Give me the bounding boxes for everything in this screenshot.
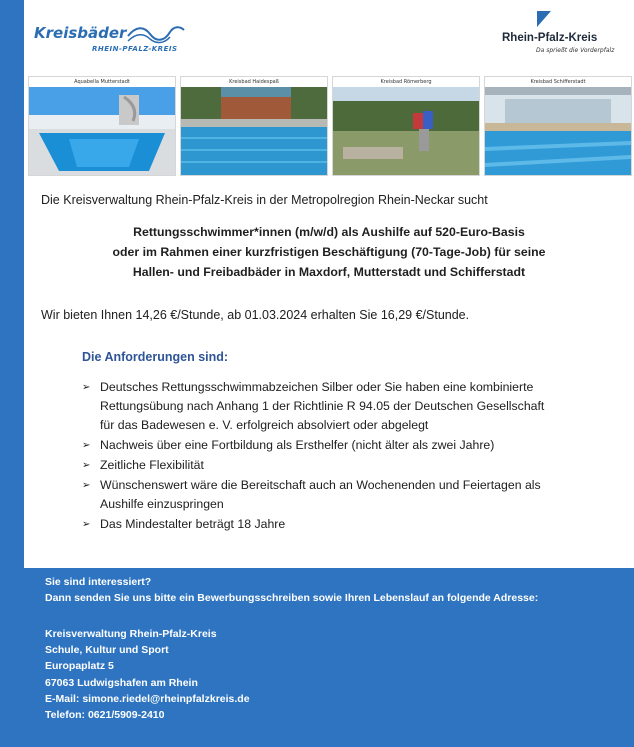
intro-text: Die Kreisverwaltung Rhein-Pfalz-Kreis in der Metropolregion Rhein-Neckar sucht — [41, 193, 488, 207]
kreisbaeder-logo — [34, 20, 194, 60]
list-item-line: Das Mindestalter beträgt 18 Jahre — [100, 517, 286, 531]
arrow-bullet-icon: ➢ — [82, 460, 91, 471]
list-item-line: für das Badewesen e. V. erfolgreich absolviert oder abgelegt — [100, 418, 429, 432]
photo-schifferstadt — [484, 76, 632, 176]
address-phone[interactable]: Telefon: 0621/5909-2410 — [45, 709, 165, 722]
list-item-line: Zeitliche Flexibilität — [100, 458, 204, 472]
contact-intro-line: Dann senden Sie uns bitte ein Bewerbungsschreiben sowie Ihren Lebenslauf an folgende Adresse: — [45, 592, 539, 605]
flyer-page — [24, 0, 634, 568]
list-item — [82, 515, 622, 534]
photo-caption: Kreisbad Römerberg — [333, 77, 479, 87]
contact-intro — [45, 574, 538, 606]
sprout-flag-icon — [536, 10, 552, 28]
requirements-list — [82, 378, 622, 535]
salary-offer: Wir bieten Ihnen 14,26 €/Stunde, ab 01.03.2024 erhalten Sie 16,29 €/Stunde. — [41, 308, 470, 322]
arrow-bullet-icon: ➢ — [82, 480, 91, 491]
rpk-tagline: Da sprießt die Vorderpfalz — [536, 47, 615, 54]
address-street: Europaplatz 5 — [45, 660, 114, 673]
kreisbaeder-subtitle: RHEIN-PFALZ-KREIS — [92, 45, 178, 53]
contact-address — [45, 626, 250, 723]
contact-footer — [0, 568, 634, 747]
list-item-line: Deutsches Rettungsschwimmabzeichen Silber oder Sie haben eine kombinierte — [100, 380, 534, 394]
photo-caption: Kreisbad Schifferstadt — [485, 77, 631, 87]
photo-aquabella — [28, 76, 176, 176]
pool-image — [333, 87, 479, 175]
pool-image — [181, 87, 327, 175]
list-item-line: Nachweis über eine Fortbildung als Ersthelfer (nicht älter als zwei Jahre) — [100, 438, 495, 452]
arrow-bullet-icon: ➢ — [82, 382, 91, 393]
list-item — [82, 456, 622, 475]
headline-line: Rettungsschwimmer*innen (m/w/d) als Aushilfe auf 520-Euro-Basis — [133, 225, 525, 239]
contact-intro-line: Sie sind interessiert? — [45, 576, 152, 588]
wave-icon — [126, 24, 186, 44]
photo-haidespass — [180, 76, 328, 176]
photo-caption: Aquabella Mutterstadt — [29, 77, 175, 87]
pool-image — [29, 87, 175, 175]
address-email[interactable]: E-Mail: simone.riedel@rheinpfalzkreis.de — [45, 692, 250, 705]
address-city: 67063 Ludwigshafen am Rhein — [45, 676, 198, 689]
job-headline — [24, 222, 634, 282]
list-item-line: Rettungsübung nach Anhang 1 der Richtlinie R 94.05 der Deutschen Gesellschaft — [100, 399, 545, 413]
photo-roemerberg — [332, 76, 480, 176]
arrow-bullet-icon: ➢ — [82, 440, 91, 451]
headline-line: oder im Rahmen einer kurzfristigen Beschäftigung (70-Tage-Job) für seine — [112, 245, 546, 259]
kreisbaeder-brand: Kreisbäder — [34, 24, 127, 42]
photo-caption: Kreisbad Haidespaß — [181, 77, 327, 87]
rpk-title: Rhein-Pfalz-Kreis — [502, 32, 598, 44]
list-item — [82, 436, 622, 455]
pool-image — [485, 87, 631, 175]
headline-line: Hallen- und Freibadbäder in Maxdorf, Mutterstadt und Schifferstadt — [132, 265, 526, 279]
requirements-heading: Die Anforderungen sind: — [82, 350, 229, 364]
address-org: Kreisverwaltung Rhein-Pfalz-Kreis — [45, 628, 217, 640]
list-item-line: Aushilfe einzuspringen — [100, 497, 224, 511]
list-item — [82, 476, 622, 514]
address-dept: Schule, Kultur und Sport — [45, 644, 169, 657]
rhein-pfalz-kreis-logo — [502, 10, 632, 58]
list-item — [82, 378, 622, 435]
list-item-line: Wünschenswert wäre die Bereitschaft auch an Wochenenden und Feiertagen als — [100, 478, 541, 492]
arrow-bullet-icon: ➢ — [82, 519, 91, 530]
